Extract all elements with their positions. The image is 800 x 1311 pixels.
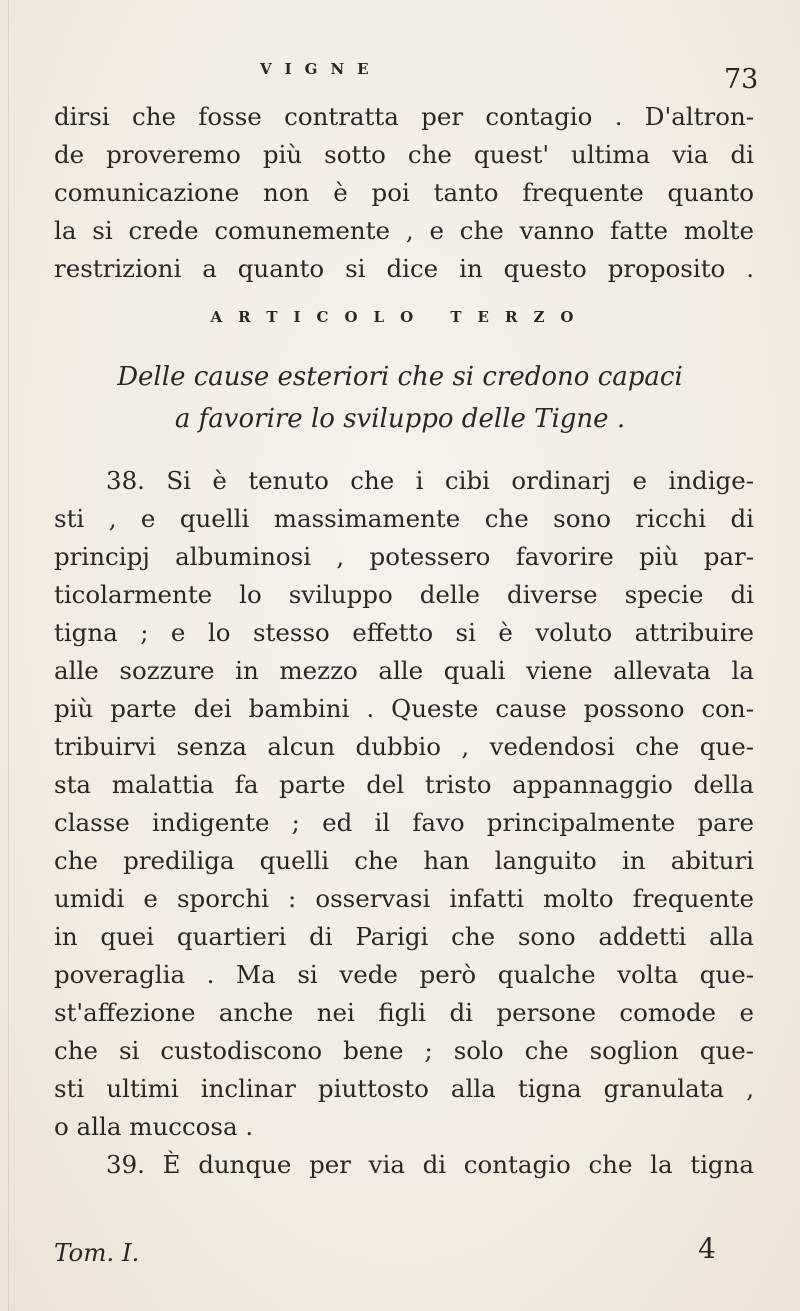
text-line: alle sozzure in mezzo alle quali viene allevata la	[54, 656, 754, 685]
text-line: tigna ; e lo stesso effetto si è voluto attribuire	[54, 618, 754, 647]
signature-mark: 4	[698, 1232, 716, 1265]
text-line: più parte dei bambini . Queste cause possono con-	[54, 694, 754, 723]
text-line: de proveremo più sotto che quest' ultima via di	[54, 140, 754, 169]
text-line: dirsi che fosse contratta per contagio . D'altron-	[54, 102, 754, 131]
text-line: restrizioni a quanto si dice in questo proposito .	[54, 254, 754, 283]
section-title-line: a favorire lo sviluppo delle Tigne .	[174, 404, 626, 434]
section-label: ARTICOLO TERZO	[210, 308, 590, 326]
text-line: 38. Si è tenuto che i cibi ordinarj e indige-	[106, 466, 754, 495]
text-line: la si crede comunemente , e che vanno fatte molte	[54, 216, 754, 245]
text-line: sti ultimi inclinar piuttosto alla tigna granulata ,	[54, 1074, 754, 1103]
text-line: sti , e quelli massimamente che sono ricchi di	[54, 504, 754, 533]
text-line: principj albuminosi , potessero favorire più par-	[54, 542, 754, 571]
body-paragraph	[54, 462, 754, 1184]
text-line: umidi e sporchi : osservasi infatti molto frequente	[54, 884, 754, 913]
text-line: che prediliga quelli che han languito in abituri	[54, 846, 754, 875]
text-line: comunicazione non è poi tanto frequente quanto	[54, 178, 754, 207]
text-line: in quei quartieri di Parigi che sono addetti alla	[54, 922, 754, 951]
text-line: che si custodiscono bene ; solo che soglion que-	[54, 1036, 754, 1065]
running-head: VIGNE	[260, 60, 382, 78]
text-line: ticolarmente lo sviluppo delle diverse specie di	[54, 580, 754, 609]
text-line: poveraglia . Ma si vede però qualche volta que-	[54, 960, 754, 989]
text-line: sta malattia fa parte del tristo appannaggio della	[54, 770, 754, 799]
text-line: 39. È dunque per via di contagio che la tigna	[106, 1150, 754, 1179]
page-number: 73	[724, 64, 759, 95]
page-gutter-line	[8, 0, 9, 1311]
text-line: classe indigente ; ed il favo principalmente pare	[54, 808, 754, 837]
text-line: o alla muccosa .	[54, 1112, 254, 1141]
section-title	[0, 356, 800, 440]
text-line: st'affezione anche nei figli di persone comode e	[54, 998, 754, 1027]
intro-paragraph	[54, 98, 754, 288]
volume-marker: Tom. I.	[54, 1238, 140, 1267]
section-title-line: Delle cause esteriori che si credono capaci	[117, 362, 683, 392]
text-line: tribuirvi senza alcun dubbio , vedendosi che que-	[54, 732, 754, 761]
